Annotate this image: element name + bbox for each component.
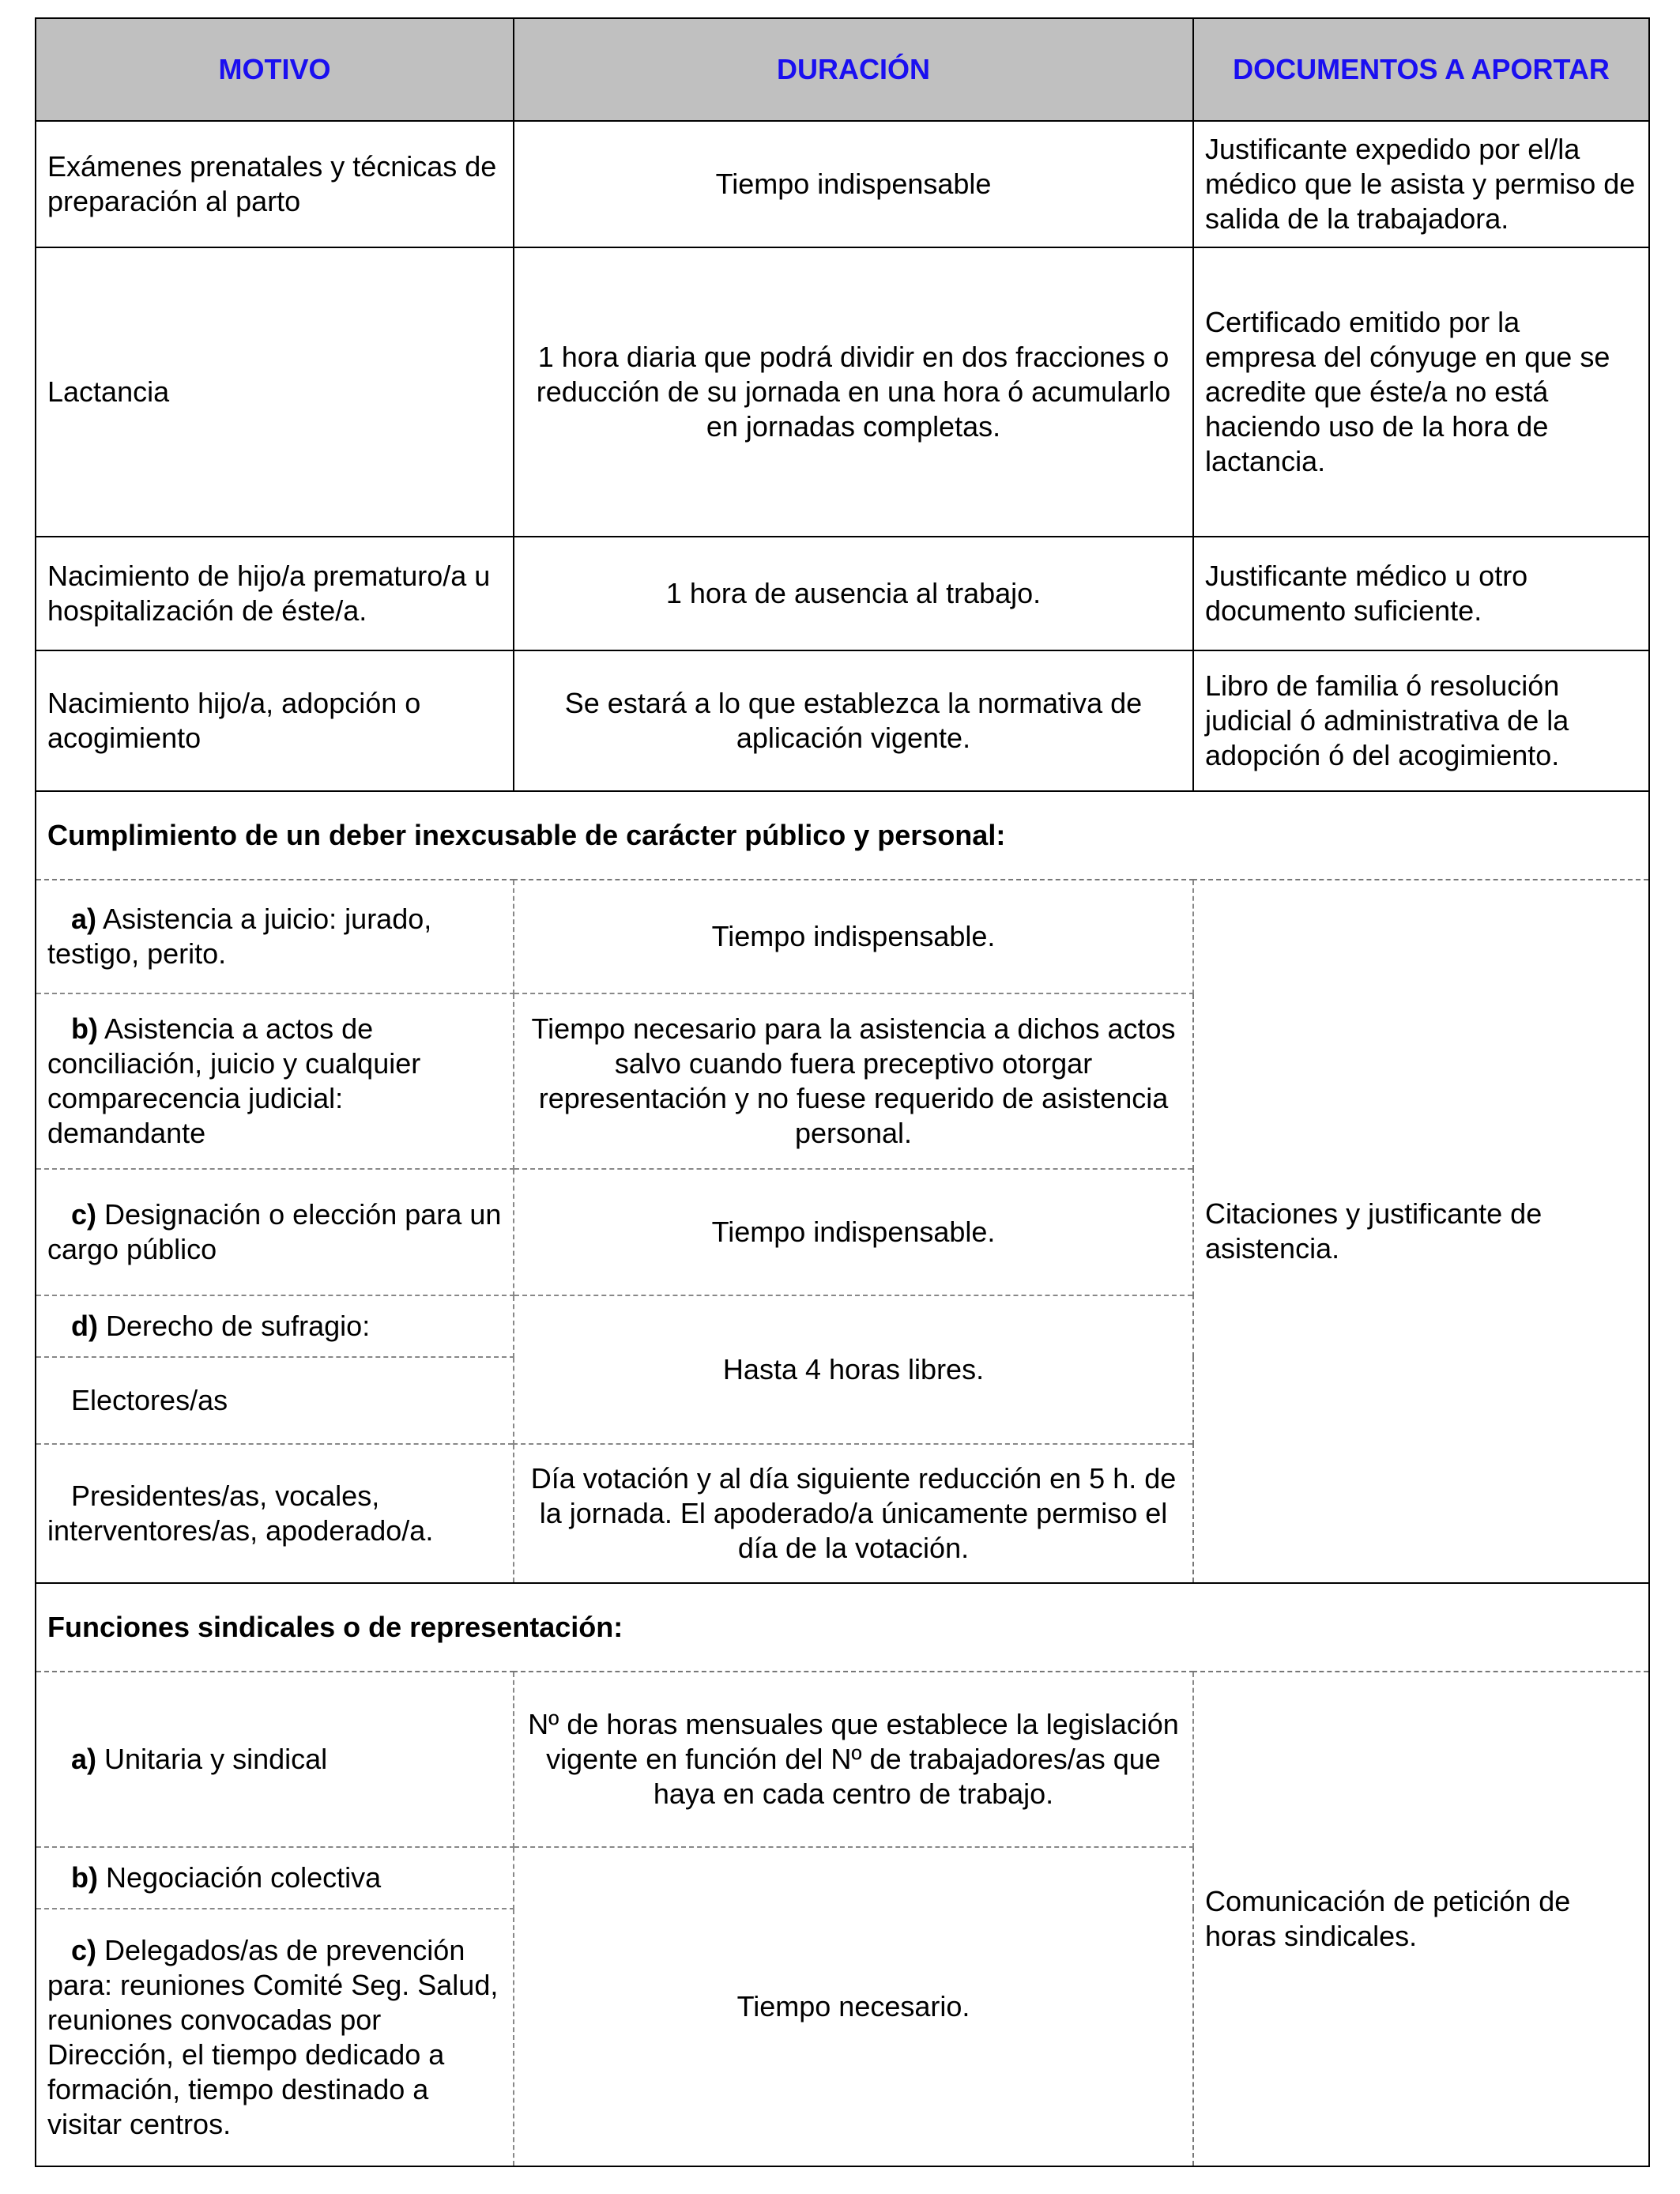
cell-documentos: Justificante médico u otro documento suficiente.: [1193, 537, 1649, 650]
cell-duracion: Hasta 4 horas libres.: [514, 1295, 1193, 1444]
cell-duracion: 1 hora diaria que podrá dividir en dos fracciones o reducción de su jornada en una hora ó acumularlo en jornadas completas.: [514, 247, 1193, 537]
cell-duracion: Tiempo necesario.: [514, 1847, 1193, 2166]
cell-motivo: Nacimiento hijo/a, adopción o acogimiento: [36, 650, 514, 791]
table-row: [36, 650, 1649, 791]
item-letter: b): [71, 1012, 98, 1045]
cell-duracion: Tiempo indispensable.: [514, 1169, 1193, 1295]
cell-motivo: Lactancia: [36, 247, 514, 537]
cell-duracion: 1 hora de ausencia al trabajo.: [514, 537, 1193, 650]
cell-duracion: Tiempo indispensable: [514, 121, 1193, 247]
cell-motivo: b) Negociación colectiva: [36, 1847, 514, 1909]
cell-motivo: Electores/as: [36, 1357, 514, 1444]
header-motivo: MOTIVO: [36, 18, 514, 121]
table-row: [36, 121, 1649, 247]
cell-motivo: c) Designación o elección para un cargo público: [36, 1169, 514, 1295]
table-row: [36, 537, 1649, 650]
section-heading-deber: [36, 791, 1649, 880]
header-duracion: DURACIÓN: [514, 18, 1193, 121]
table-row: [36, 880, 1649, 993]
cell-duracion: Día votación y al día siguiente reducción en 5 h. de la jornada. El apoderado/a únicamente permiso el día de la votación.: [514, 1444, 1193, 1583]
cell-duracion: Tiempo necesario para la asistencia a dichos actos salvo cuando fuera preceptivo otorgar representación y no fuese requerido de asistencia personal.: [514, 993, 1193, 1169]
cell-documentos: Comunicación de petición de horas sindicales.: [1193, 1672, 1649, 2166]
cell-duracion: Tiempo indispensable.: [514, 880, 1193, 993]
cell-duracion: Se estará a lo que establezca la normativa de aplicación vigente.: [514, 650, 1193, 791]
cell-motivo: a) Asistencia a juicio: jurado, testigo, perito.: [36, 880, 514, 993]
item-letter: a): [71, 1743, 97, 1775]
section-title: Funciones sindicales o de representación:: [36, 1583, 1649, 1672]
permisos-table: [35, 17, 1650, 2167]
table-row: [36, 1672, 1649, 1847]
cell-motivo: Exámenes prenatales y técnicas de preparación al parto: [36, 121, 514, 247]
cell-motivo: Nacimiento de hijo/a prematuro/a u hospitalización de éste/a.: [36, 537, 514, 650]
cell-motivo: Presidentes/as, vocales, interventores/as, apoderado/a.: [36, 1444, 514, 1583]
cell-documentos: Certificado emitido por la empresa del cónyuge en que se acredite que éste/a no está haciendo uso de la hora de lactancia.: [1193, 247, 1649, 537]
item-letter: d): [71, 1310, 98, 1342]
header-documentos: DOCUMENTOS A APORTAR: [1193, 18, 1649, 121]
header-row: [36, 18, 1649, 121]
cell-motivo: b) Asistencia a actos de conciliación, juicio y cualquier comparecencia judicial: demandante: [36, 993, 514, 1169]
item-letter: b): [71, 1861, 98, 1894]
section-title: Cumplimiento de un deber inexcusable de carácter público y personal:: [36, 791, 1649, 880]
cell-documentos: Justificante expedido por el/la médico que le asista y permiso de salida de la trabajadora.: [1193, 121, 1649, 247]
item-letter: a): [71, 903, 97, 935]
cell-documentos: Libro de familia ó resolución judicial ó administrativa de la adopción ó del acogimiento.: [1193, 650, 1649, 791]
cell-motivo: c) Delegados/as de prevención para: reuniones Comité Seg. Salud, reuniones convocadas por Dirección, el tiempo dedicado a formación, tiempo destinado a visitar centros.: [36, 1909, 514, 2166]
cell-duracion: Nº de horas mensuales que establece la legislación vigente en función del Nº de trabajadores/as que haya en cada centro de trabajo.: [514, 1672, 1193, 1847]
table-row: [36, 247, 1649, 537]
section-heading-sindical: [36, 1583, 1649, 1672]
item-letter: c): [71, 1198, 97, 1231]
cell-motivo: d) Derecho de sufragio:: [36, 1295, 514, 1357]
item-letter: c): [71, 1934, 97, 1966]
cell-documentos: Citaciones y justificante de asistencia.: [1193, 880, 1649, 1583]
cell-motivo: a) Unitaria y sindical: [36, 1672, 514, 1847]
